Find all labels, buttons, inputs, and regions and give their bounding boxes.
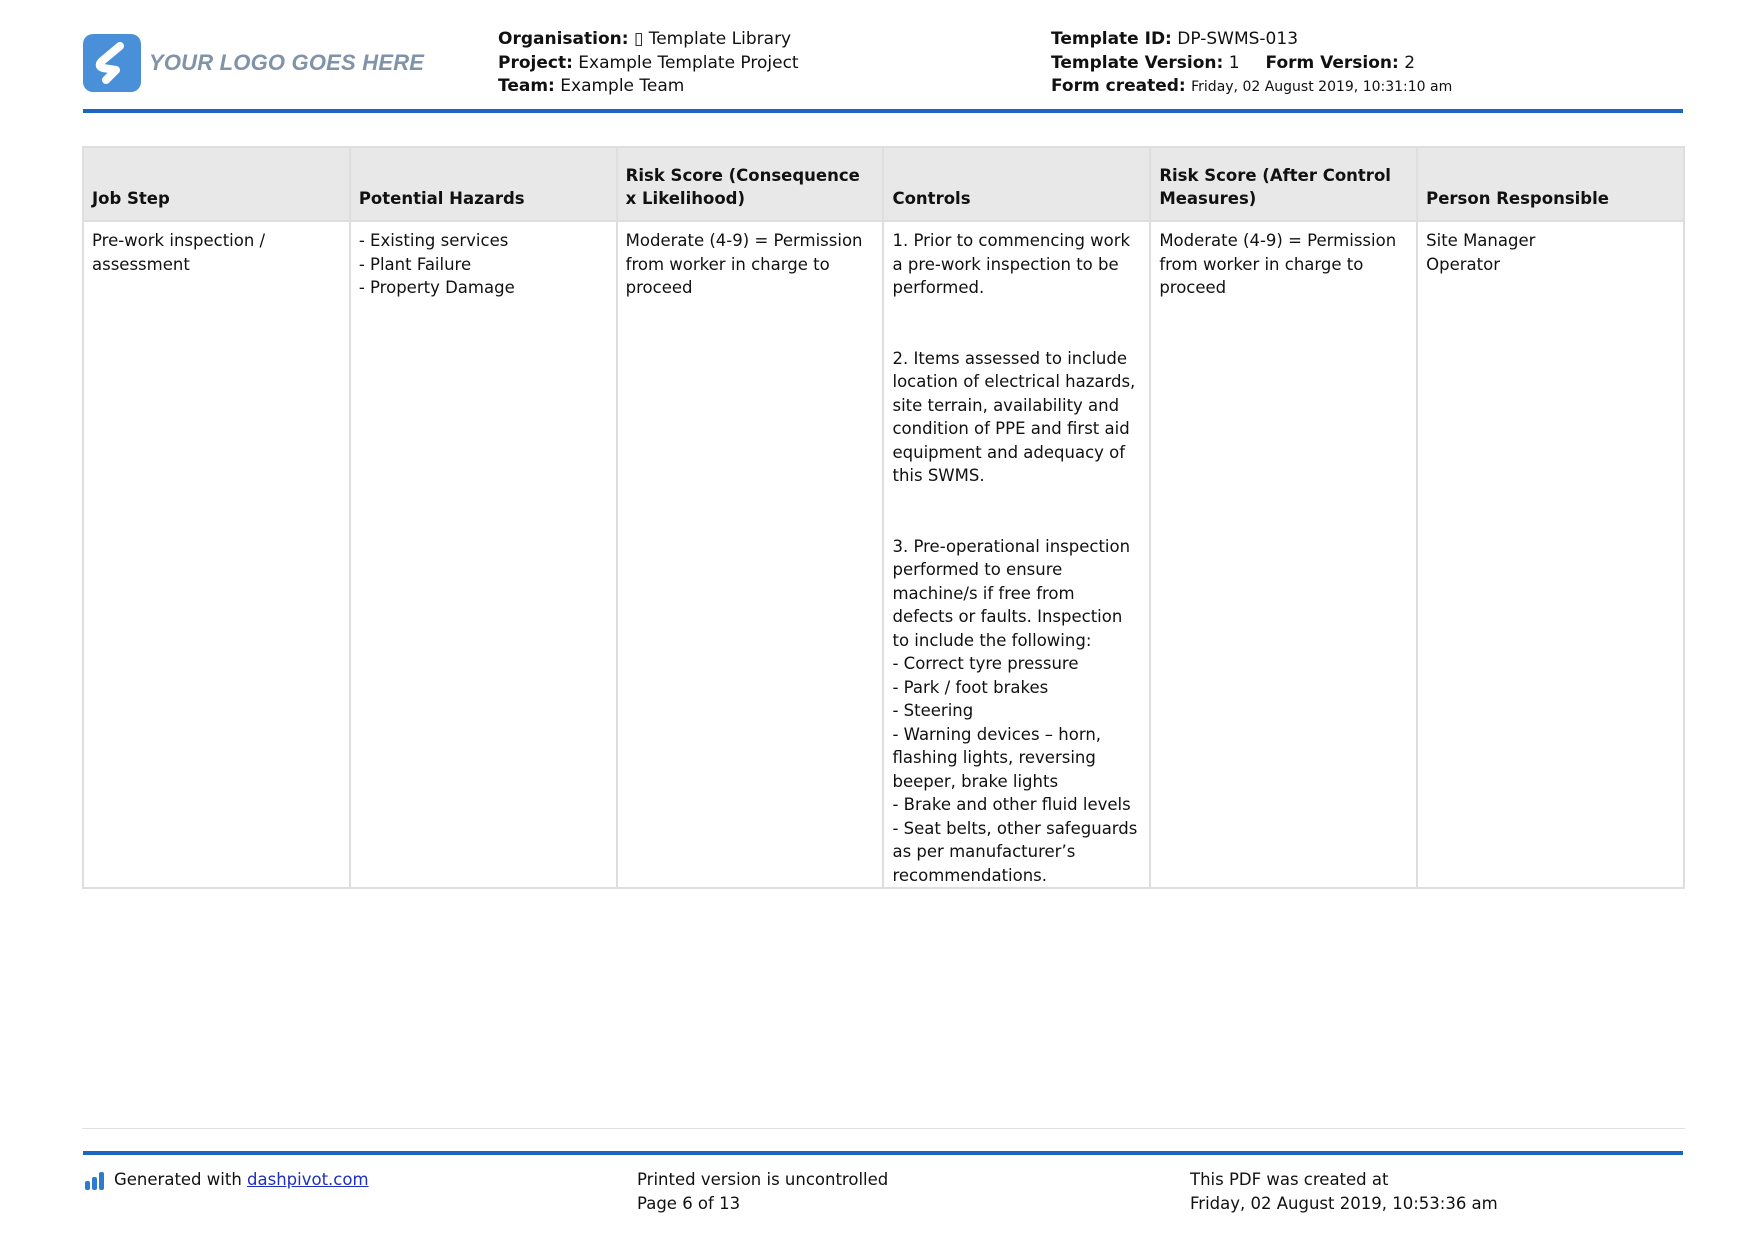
footer-generated: [85, 1168, 369, 1192]
version-row: Template Version: 1 Form Version: 2: [1051, 52, 1416, 73]
generated-prefix: Generated with: [114, 1170, 248, 1189]
table-row: [83, 221, 1684, 888]
col-potential-hazards: Potential Hazards: [350, 147, 617, 221]
logo: [83, 34, 424, 92]
footer-thin-divider: [82, 1128, 1685, 1129]
col-risk-score: Risk Score (Consequence x Likelihood): [617, 147, 884, 221]
col-controls: Controls: [883, 147, 1150, 221]
project-meta: [498, 28, 799, 99]
page-header: [83, 28, 1683, 110]
cell-person-responsible: Site Manager Operator: [1417, 221, 1684, 888]
table-header-row: [83, 147, 1684, 221]
organisation-row: Organisation: ▯ Template Library: [498, 29, 792, 49]
team-row: Team: Example Team: [498, 76, 685, 96]
header-divider: [83, 109, 1683, 113]
logo-icon: [83, 34, 141, 92]
page-number: Page 6 of 13: [637, 1193, 741, 1213]
footer-divider: [83, 1151, 1683, 1155]
pdf-created-label: This PDF was created at: [1190, 1170, 1389, 1189]
cell-risk-score-after: Moderate (4-9) = Permission from worker in charge to proceed: [1150, 221, 1417, 888]
template-meta: [1051, 28, 1452, 100]
dashpivot-bars-icon: [85, 1172, 106, 1190]
cell-job-step: Pre-work inspection / assessment: [83, 221, 350, 888]
pdf-created-value: Friday, 02 August 2019, 10:53:36 am: [1190, 1193, 1498, 1213]
col-risk-score-after: Risk Score (After Control Measures): [1150, 147, 1417, 221]
footer-pdf-created: [1190, 1168, 1498, 1215]
uncontrolled-notice: Printed version is uncontrolled: [637, 1170, 889, 1189]
form-created-row: Form created: Friday, 02 August 2019, 10:31:10 am: [1051, 76, 1453, 96]
footer-print-info: [637, 1168, 888, 1215]
swms-table: [82, 146, 1685, 889]
template-id-row: Template ID: DP-SWMS-013: [1051, 29, 1299, 49]
col-person-responsible: Person Responsible: [1417, 147, 1684, 221]
col-job-step: Job Step: [83, 147, 350, 221]
cell-hazards: - Existing services - Plant Failure - Property Damage: [350, 221, 617, 888]
dashpivot-link[interactable]: dashpivot.com: [247, 1170, 369, 1189]
cell-risk-score: Moderate (4-9) = Permission from worker in charge to proceed: [617, 221, 884, 888]
project-row: Project: Example Template Project: [498, 52, 799, 73]
cell-controls: 1. Prior to commencing work a pre-work inspection to be performed. 2. Items assessed to include location of electrical hazards, site terrain, availability and condition of PPE and first aid equipment and adequacy of this SWMS. 3. Pre-operational inspection performed to ensure machine/s if free from defects or faults. Inspection to include the following: - Correct tyre pressure - Park / foot brakes - Steering - Warning devices – horn, flashing lights, reversing beeper, brake lights - Brake and other fluid levels - Seat belts, other safeguards as per manufacturer’s recommendations.: [883, 221, 1150, 888]
logo-text: YOUR LOGO GOES HERE: [149, 50, 425, 75]
